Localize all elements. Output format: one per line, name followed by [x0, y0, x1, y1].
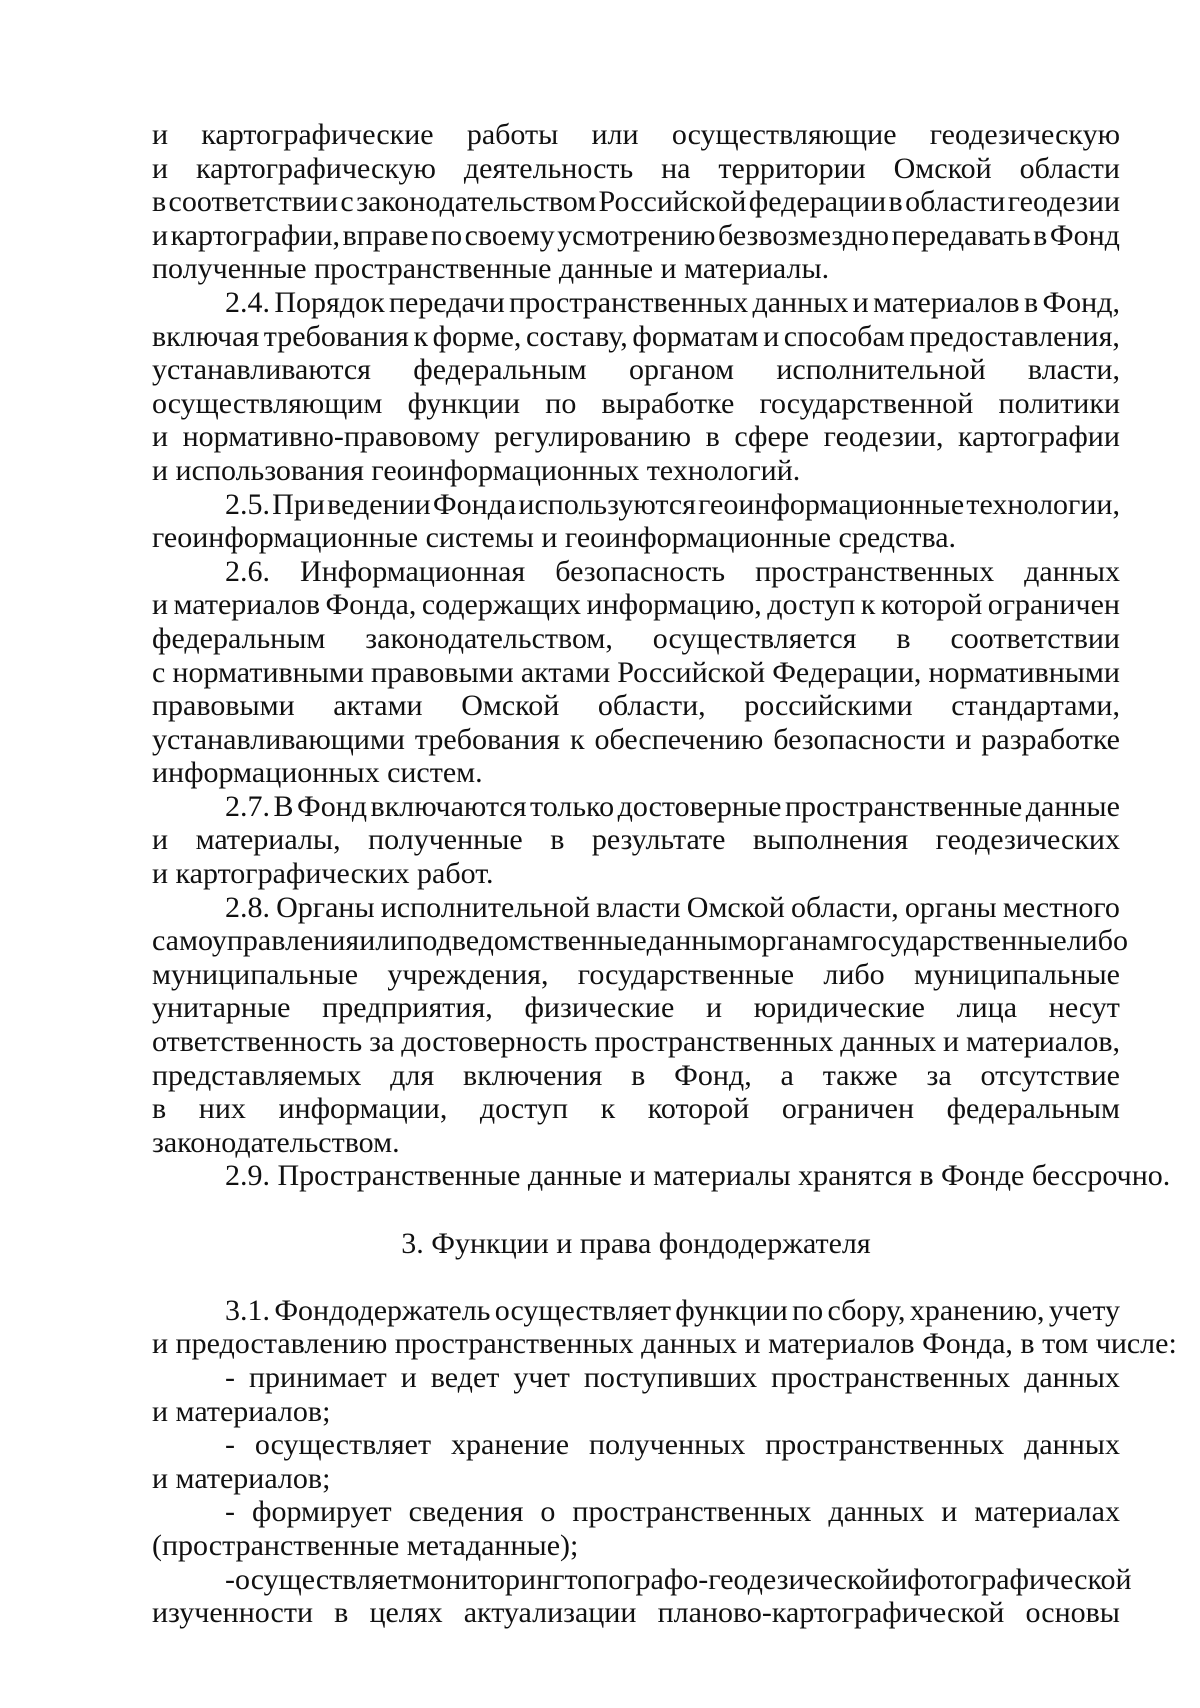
text-line: [152, 1126, 1120, 1160]
word: включаются: [370, 789, 527, 823]
word: области: [1019, 151, 1120, 185]
text-line: [152, 555, 1120, 589]
word: материалов: [873, 285, 1020, 319]
word: которой: [880, 588, 983, 622]
word: и: [152, 588, 169, 622]
word: физические: [524, 991, 675, 1025]
word: мониторинг: [411, 1562, 565, 1596]
word: либо: [823, 957, 885, 991]
text-line: [152, 521, 1120, 555]
word: в: [152, 185, 167, 219]
word: и: [152, 420, 169, 454]
text-line: [152, 286, 1120, 320]
word: местного: [1002, 890, 1120, 924]
word: информацию,: [586, 588, 762, 622]
word: -: [225, 1562, 235, 1596]
word: Федерации,: [772, 655, 922, 689]
word: и: [763, 319, 780, 353]
word: в: [631, 1058, 646, 1092]
word: а: [780, 1058, 794, 1092]
word: выполнения: [752, 823, 909, 857]
line-text: (пространственные метаданные);: [152, 1528, 579, 1562]
word: муниципальные: [913, 957, 1120, 991]
word: безопасности: [773, 722, 946, 756]
word: 2.6.: [225, 554, 270, 588]
text-line: [152, 118, 1120, 152]
word: передавать: [891, 218, 1031, 252]
text-line: [152, 790, 1120, 824]
word: поступивших: [583, 1360, 758, 1394]
word: исполнительной: [776, 353, 986, 387]
word: представляемых: [152, 1058, 362, 1092]
word: передачи: [389, 285, 505, 319]
line-text: информационных систем.: [152, 756, 483, 790]
word: геодезических: [935, 823, 1120, 857]
word: требования: [414, 722, 560, 756]
word: данных: [828, 1495, 925, 1529]
word: федеральным: [152, 621, 326, 655]
word: Фонда: [432, 487, 517, 521]
word: Органы: [276, 890, 375, 924]
word: правовыми: [152, 689, 295, 723]
word: Фонда,: [325, 588, 417, 622]
word: В: [273, 789, 294, 823]
word: в: [705, 420, 720, 454]
word: к: [860, 588, 876, 622]
text-line: [152, 823, 1120, 857]
word: и: [852, 285, 869, 319]
word: них: [198, 1092, 246, 1126]
word: несут: [1048, 991, 1120, 1025]
text-line: [152, 387, 1120, 421]
text-line: [152, 857, 1120, 891]
word: и: [400, 1360, 417, 1394]
word: основы: [1025, 1596, 1120, 1630]
text-line: [152, 991, 1120, 1025]
word: картографическую: [195, 151, 436, 185]
word: органы: [904, 890, 997, 924]
word: ведет: [430, 1360, 500, 1394]
word: или: [591, 118, 639, 151]
word: сфере: [734, 420, 810, 454]
word: в: [152, 1092, 167, 1126]
word: достоверность: [401, 1025, 588, 1059]
text-line: [152, 723, 1120, 757]
word: достоверные: [617, 789, 782, 823]
word: сбору,: [827, 1293, 906, 1327]
word: формирует: [252, 1495, 392, 1529]
line-text: и предоставлению пространственных данных и материалов Фонда, в том числе:: [152, 1327, 1177, 1361]
word: Омской: [461, 689, 560, 723]
word: к: [413, 319, 429, 353]
word: Порядок: [274, 285, 385, 319]
word: Информационная: [300, 554, 526, 588]
word: целях: [369, 1596, 443, 1630]
word: полученных: [589, 1428, 746, 1462]
word: и: [152, 151, 169, 185]
word: правовыми: [371, 655, 514, 689]
word: данные: [1025, 789, 1120, 823]
word: учету: [1048, 1293, 1120, 1327]
text-line: [152, 454, 1120, 488]
word: и: [955, 722, 972, 756]
word: государственные: [577, 957, 795, 991]
word: муниципальные: [152, 957, 359, 991]
line-text: и использования геоинформационных технологий.: [152, 453, 801, 487]
word: -: [225, 1428, 235, 1462]
word: устанавливаются: [152, 353, 371, 387]
text-line: [152, 924, 1128, 958]
word: только: [530, 789, 615, 823]
word: Российской: [598, 185, 747, 219]
text-line: [152, 353, 1120, 387]
text-line: [152, 689, 1120, 723]
text-line: [152, 656, 1120, 690]
blank-line: [152, 1193, 1120, 1227]
text-line: [152, 1495, 1120, 1529]
word: в: [1033, 218, 1048, 252]
word: федерации: [748, 185, 887, 219]
text-line: [152, 1529, 1120, 1563]
word: Российской: [617, 655, 766, 689]
word: территории: [718, 151, 866, 185]
word: картографии,: [170, 218, 341, 252]
word: органам: [746, 924, 851, 958]
word: геодезическую: [929, 118, 1120, 151]
word: вправе: [342, 218, 429, 252]
word: Фонд,: [674, 1058, 752, 1092]
word: используются: [518, 487, 696, 521]
word: в: [896, 621, 911, 655]
word: топографо-геодезической: [564, 1562, 892, 1596]
word: актами: [333, 689, 423, 723]
word: к: [600, 1092, 616, 1126]
word: сведения: [408, 1495, 524, 1529]
word: ведении: [327, 487, 431, 521]
word: обеспечению: [594, 722, 764, 756]
word: юридические: [753, 991, 925, 1025]
word: данных: [752, 285, 849, 319]
word: с: [340, 185, 354, 219]
word: данных: [1024, 1428, 1120, 1462]
text-line: [152, 1159, 1171, 1193]
text-line: [152, 1395, 1120, 1429]
word: нормативными: [172, 655, 364, 689]
word: и: [891, 1562, 908, 1596]
word: осуществляющим: [152, 386, 383, 420]
word: законодательством,: [365, 621, 613, 655]
word: составу,: [526, 319, 628, 353]
word: полученные: [368, 823, 523, 857]
text-line: [152, 1327, 1177, 1361]
word: и: [152, 823, 169, 857]
text-line: [152, 1361, 1120, 1395]
word: подведомственные: [406, 924, 647, 958]
word: Фонд,: [1042, 285, 1120, 319]
word: выработке: [601, 386, 735, 420]
text-line: [152, 1294, 1120, 1328]
word: осуществляет: [235, 1562, 412, 1596]
text-line: [152, 152, 1120, 186]
word: включая: [152, 319, 260, 353]
word: -: [225, 1360, 235, 1394]
word: данных: [1024, 554, 1120, 588]
word: за: [369, 1025, 395, 1059]
word: пространственных: [755, 554, 995, 588]
word: в: [1023, 285, 1039, 319]
line-text: полученные пространственные данные и материалы.: [152, 252, 830, 286]
text-line: [152, 252, 1120, 286]
text-line: [152, 1025, 1120, 1059]
word: ограничен: [781, 1092, 915, 1126]
line-text: геоинформационные системы и геоинформационные средства.: [152, 521, 957, 555]
word: нормативно-правовому: [182, 420, 480, 454]
word: нормативными: [928, 655, 1120, 689]
word: форматам: [632, 319, 759, 353]
text-line: [152, 1059, 1120, 1093]
word: унитарные: [152, 991, 291, 1025]
text-line: [152, 420, 1120, 454]
text-line: [152, 185, 1120, 219]
word: требования: [263, 319, 409, 353]
word: и: [943, 1025, 960, 1059]
word: отсутствие: [980, 1058, 1120, 1092]
word: предоставления,: [909, 319, 1120, 353]
word: Фонд: [297, 789, 368, 823]
word: деятельность: [463, 151, 634, 185]
word: Фонд: [1049, 218, 1120, 252]
word: пространственных: [771, 1360, 1011, 1394]
word: власти: [596, 890, 681, 924]
text-line: [152, 958, 1120, 992]
word: или: [359, 924, 407, 958]
text-line: [152, 219, 1120, 253]
word: с: [152, 655, 166, 689]
word: предприятия,: [322, 991, 493, 1025]
document-body: [152, 118, 1177, 1630]
word: политики: [998, 386, 1120, 420]
word: осуществляет: [254, 1428, 432, 1462]
word: федеральным: [946, 1092, 1120, 1126]
word: власти,: [1027, 353, 1120, 387]
word: и: [705, 991, 723, 1025]
text-line: [152, 622, 1120, 656]
text-line: [152, 1428, 1120, 1462]
word: по: [431, 218, 463, 252]
text-line: [152, 1596, 1120, 1630]
word: доступ: [479, 1092, 569, 1126]
word: в: [334, 1596, 349, 1630]
word: о: [540, 1495, 556, 1529]
word: изученности: [152, 1596, 314, 1630]
word: законодательством: [356, 185, 597, 219]
word: осуществляющие: [671, 118, 897, 151]
line-text: и картографических работ.: [152, 857, 494, 891]
line-text: и материалов;: [152, 1461, 331, 1495]
heading-text: 3. Функции и права фондодержателя: [401, 1226, 871, 1260]
word: 3.1.: [225, 1293, 270, 1327]
word: геоинформационные: [698, 487, 965, 521]
word: осуществляется: [652, 621, 857, 655]
word: также: [822, 1058, 898, 1092]
word: регулированию: [494, 420, 692, 454]
word: по: [545, 386, 577, 420]
word: к: [569, 722, 585, 756]
blank-line: [152, 1260, 1120, 1294]
word: функции: [407, 386, 521, 420]
word: 2.4.: [225, 285, 270, 319]
word: картографии: [957, 420, 1120, 454]
text-line: [152, 756, 1120, 790]
word: материалах: [974, 1495, 1120, 1529]
word: геодезии,: [823, 420, 944, 454]
word: 2.7.: [225, 789, 270, 823]
word: органом: [628, 353, 735, 387]
text-line: [152, 1092, 1120, 1126]
word: пространственных: [594, 1025, 834, 1059]
word: области,: [597, 689, 706, 723]
word: в: [550, 823, 565, 857]
word: 2.5.: [225, 487, 270, 521]
word: -: [225, 1495, 235, 1529]
word: самоуправления: [152, 924, 360, 958]
word: для: [390, 1058, 435, 1092]
word: соответствии: [950, 621, 1120, 655]
word: разработке: [981, 722, 1120, 756]
word: пространственных: [765, 1428, 1005, 1462]
word: актами: [520, 655, 611, 689]
word: пространственных: [509, 285, 749, 319]
word: материалов,: [965, 1025, 1120, 1059]
word: информации,: [278, 1092, 448, 1126]
word: хранению,: [909, 1293, 1045, 1327]
word: работы: [466, 118, 559, 151]
word: за: [926, 1058, 952, 1092]
word: данным: [646, 924, 747, 958]
word: области,: [790, 890, 899, 924]
word: которой: [647, 1092, 750, 1126]
line-text: законодательством.: [152, 1125, 400, 1159]
word: осуществляет: [494, 1293, 671, 1327]
text-line: [152, 320, 1120, 354]
word: по: [792, 1293, 824, 1327]
word: Омской: [893, 151, 992, 185]
word: технологии,: [966, 487, 1120, 521]
word: ограничен: [987, 588, 1120, 622]
word: соответствии: [168, 185, 339, 219]
word: данных: [1024, 1360, 1120, 1394]
word: государственные: [850, 924, 1067, 958]
word: пространственных: [572, 1495, 812, 1529]
word: хранение: [451, 1428, 570, 1462]
text-line: [152, 1462, 1120, 1496]
word: стандартами,: [951, 689, 1120, 723]
word: картографические: [201, 118, 434, 151]
word: форме,: [432, 319, 522, 353]
word: При: [272, 487, 325, 521]
word: федеральным: [413, 353, 587, 387]
text-line: [152, 891, 1120, 925]
line-text: 2.9. Пространственные данные и материалы хранятся в Фонде бессрочно.: [225, 1159, 1171, 1193]
word: пространственные: [784, 789, 1023, 823]
word: своему: [464, 218, 555, 252]
text-line: [152, 488, 1120, 522]
word: ответственность: [152, 1025, 363, 1059]
word: лица: [956, 991, 1018, 1025]
line-text: и материалов;: [152, 1394, 331, 1428]
word: Омской: [686, 890, 785, 924]
word: доступ: [767, 588, 856, 622]
word: актуализации: [463, 1596, 637, 1630]
word: способам: [783, 319, 905, 353]
word: на: [661, 151, 691, 185]
word: данных: [840, 1025, 937, 1059]
word: результате: [591, 823, 726, 857]
word: содержащих: [421, 588, 582, 622]
word: области: [905, 185, 1006, 219]
word: материалы,: [195, 823, 341, 857]
word: и: [152, 218, 169, 252]
text-line: [152, 588, 1120, 622]
word: учреждения,: [387, 957, 549, 991]
word: и: [941, 1495, 958, 1529]
word: устанавливающими: [152, 722, 405, 756]
word: усмотрению: [557, 218, 716, 252]
word: российскими: [744, 689, 913, 723]
word: государственной: [759, 386, 974, 420]
word: включения: [463, 1058, 603, 1092]
word: учет: [513, 1360, 570, 1394]
word: принимает: [248, 1360, 387, 1394]
word: фотографической: [907, 1562, 1132, 1596]
word: в: [888, 185, 903, 219]
word: безопасность: [555, 554, 726, 588]
word: исполнительной: [380, 890, 591, 924]
word: геодезии: [1007, 185, 1120, 219]
section-heading: [152, 1227, 1120, 1261]
word: планово-картографической: [657, 1596, 1005, 1630]
word: Фондодержатель: [274, 1293, 491, 1327]
word: либо: [1066, 924, 1128, 958]
word: материалов: [173, 588, 321, 622]
word: функции: [675, 1293, 788, 1327]
word: 2.8.: [225, 890, 270, 924]
word: безвозмездно: [717, 218, 890, 252]
text-line: [152, 1562, 1132, 1597]
word: и: [152, 118, 169, 151]
